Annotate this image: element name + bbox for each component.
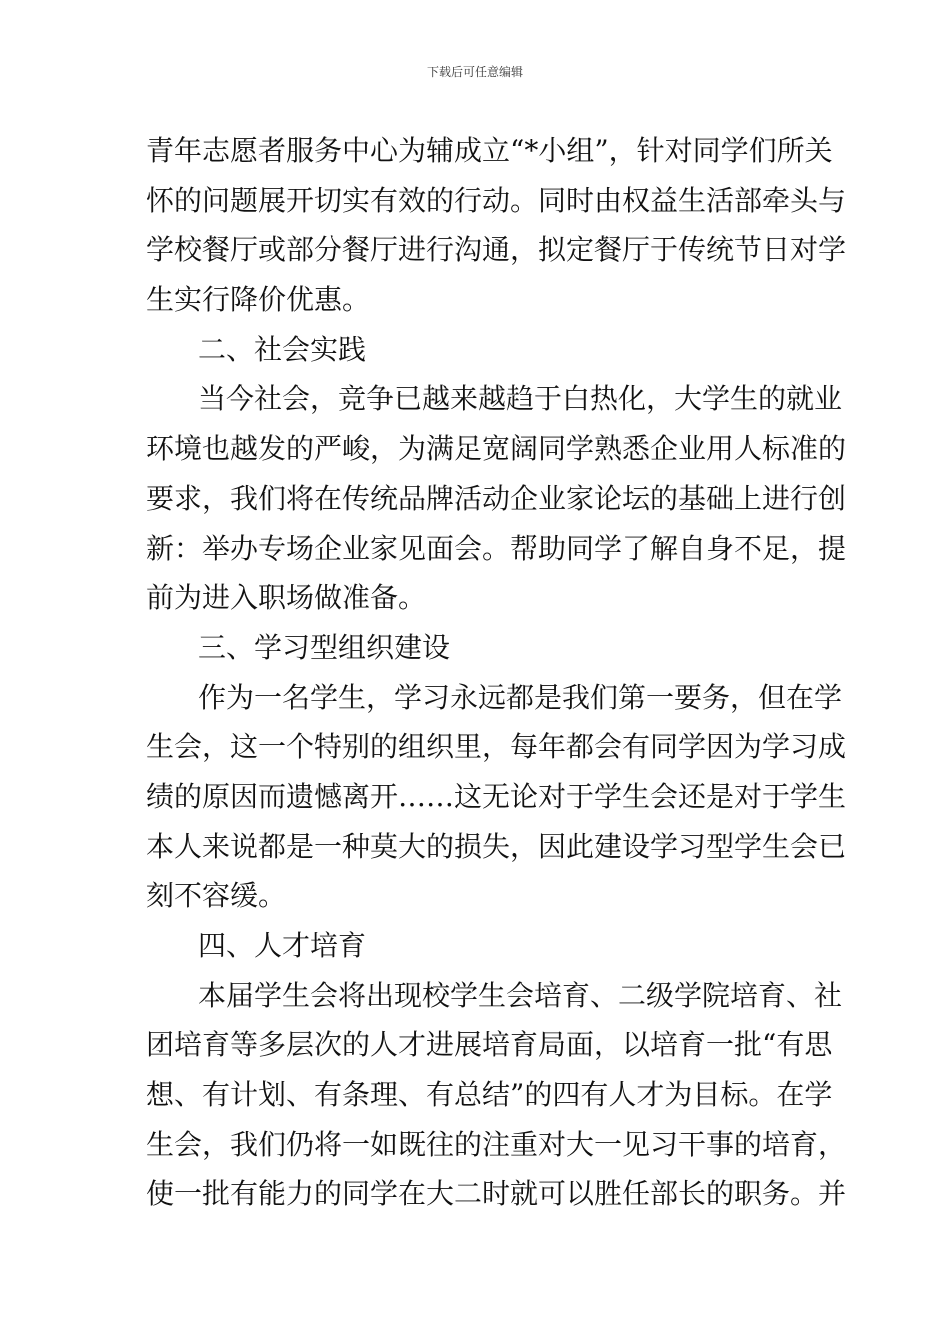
section-heading: 三、学习型组织建设 [198, 630, 451, 664]
text-line: 生实行降价优惠。 [146, 283, 371, 317]
text-line: 要求，我们将在传统品牌活动企业家论坛的基础上进行创 [146, 481, 847, 515]
text-line: 使一批有能力的同学在大二时就可以胜任部长的职务。并 [146, 1177, 847, 1211]
text-line: 环境也越发的严峻，为满足宽阔同学熟悉企业用人标准的 [146, 432, 847, 466]
section-heading: 二、社会实践 [198, 332, 367, 366]
text-line: 新：举办专场企业家见面会。帮助同学了解自身不足，提 [146, 531, 847, 565]
text-line: 绩的原因而遗憾离开……这无论对于学生会还是对于学生 [146, 779, 847, 813]
section-heading: 四、人才培育 [198, 929, 367, 962]
document-body [146, 126, 847, 1219]
text-line: 刻不容缓。 [146, 879, 287, 913]
text-line: 前为进入职场做准备。 [146, 581, 427, 615]
text-line: 怀的问题展开切实有效的行动。同时由权益生活部牵头与 [146, 183, 847, 217]
text-line: 团培育等多层次的人才进展培育局面，以培育一批“有思 [146, 1028, 833, 1062]
text-line: 想、有计划、有条理、有总结”的四有人才为目标。在学 [146, 1078, 833, 1112]
text-line: 生会，这一个特别的组织里，每年都会有同学因为学习成 [146, 730, 847, 764]
text-line: 当今社会，竞争已越来越趋于白热化，大学生的就业 [198, 382, 843, 416]
text-line: 作为一名学生，学习永远都是我们第一要务，但在学 [198, 680, 843, 714]
page-header: 下载后可任意编辑 [426, 65, 523, 79]
text-line: 学校餐厅或部分餐厅进行沟通，拟定餐厅于传统节日对学 [146, 233, 847, 267]
text-line: 生会，我们仍将一如既往的注重对大一见习干事的培育， [146, 1127, 847, 1161]
text-line: 本人来说都是一种莫大的损失，因此建设学习型学生会已 [146, 829, 847, 863]
text-line: 青年志愿者服务中心为辅成立“*小组”，针对同学们所关 [146, 134, 833, 167]
text-line: 本届学生会将出现校学生会培育、二级学院培育、社 [198, 978, 843, 1012]
